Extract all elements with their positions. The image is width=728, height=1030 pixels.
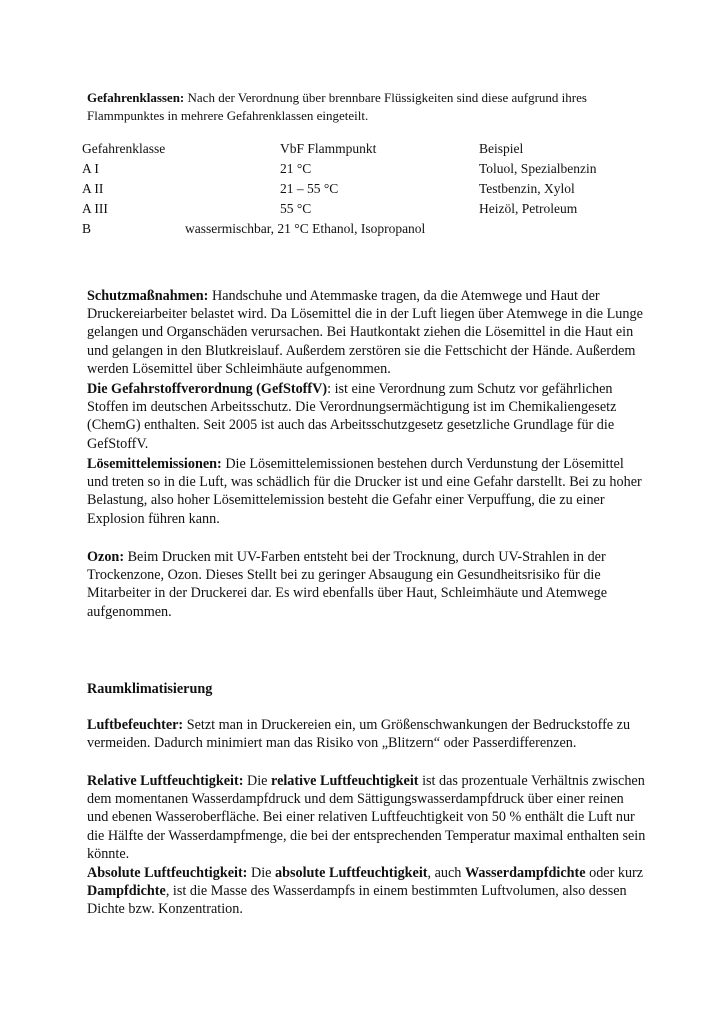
absolute-bold-term: Wasserdampfdichte (464, 865, 586, 881)
table-header-cell: Gefahrenklasse (82, 141, 166, 156)
absolute-text-part: , ist die Masse des Wasserdampfs in einem bestimmten Luftvolumen, also dessen Dichte bzw. Konzentration. (87, 883, 627, 918)
schutzmassnahmen-label: Schutzmaßnahmen: (87, 288, 209, 304)
raumklimatisierung-heading (87, 680, 647, 698)
table-cell: A III (82, 201, 108, 216)
table-cell: Toluol, Spezialbenzin (479, 161, 597, 176)
luftbefeuchter-text: Setzt man in Druckereien ein, um Größenschwankungen der Bedruckstoffe zu vermeiden. Dadurch minimiert man das Risiko von „Blitzern“ oder Passerdifferenzen. (87, 717, 631, 752)
relative-luftfeuchtigkeit-label: Relative Luftfeuchtigkeit: (87, 773, 244, 789)
table-cell: A I (82, 161, 99, 176)
absolute-text-part: , auch (427, 865, 465, 881)
table-cell: wassermischbar, 21 °C Ethanol, Isopropanol (185, 221, 426, 236)
gefstoffv-text: : ist eine Verordnung zum Schutz vor gefährlichen Stoffen im deutschen Arbeitsschutz. Die Verordnungsermächtigung ist im Chemikaliengesetz (ChemG) enthalten. Seit 2005 ist auch das Arbeitsschutzgesetz gesetzliche Grundlage für die GefStoffV. (87, 381, 617, 452)
absolute-luftfeuchtigkeit-label: Absolute Luftfeuchtigkeit: (87, 865, 248, 881)
table-row (82, 219, 662, 239)
absolute-text-part: oder kurz (585, 865, 644, 881)
schutzmassnahmen-text: Handschuhe und Atemmaske tragen, da die Atemwege und Haut der Druckereiarbeiter belastet wird. Da Lösemittel die in der Luft liegen über Atemwege in die Lunge gelangen und Organschäden verursachen. Bei Hautkontakt ziehen die Lösemittel in die Haut ein und gelangen in den Blutkreislauf. Außerdem zerstören sie die Fettschicht der Hände. Außerdem werden Lösemittel über Schleimhäute aufgenommen. (87, 288, 643, 377)
gefahrenklassen-text: Nach der Verordnung über brennbare Flüssigkeiten sind diese aufgrund ihres Flammpunktes in mehrere Gefahrenklassen eingeteilt. (87, 90, 587, 123)
table-row (82, 159, 662, 179)
table-row (82, 179, 662, 199)
ozon-label: Ozon: (87, 549, 125, 565)
luftbefeuchter-label: Luftbefeuchter: (87, 717, 184, 733)
gefahrenklassen-label: Gefahrenklassen: (87, 90, 185, 105)
relative-text-part: Die (243, 773, 272, 789)
raumklimatisierung-heading-text: Raumklimatisierung (87, 681, 213, 697)
luftbefeuchter-paragraph (87, 716, 647, 752)
table-cell: 21 – 55 °C (280, 181, 339, 196)
gefahrenklassen-paragraph (87, 89, 647, 125)
relative-text-part: ist das prozentuale Verhältnis zwischen dem momentanen Wasserdampfdruck und dem Sättigungswasserdampfdruck über einer reinen und ebenen Wasseroberfläche. Bei einer relativen Luftfeuchtigkeit von 50 % enthält die Luft nur die Hälfte der Wasserdampfmenge, die bei der entsprechenden Temperatur maximal enthalten sein könnte. (87, 773, 646, 862)
table-cell: A II (82, 181, 104, 196)
table-header-cell: VbF Flammpunkt (280, 141, 377, 156)
gefstoffv-paragraph (87, 380, 647, 453)
table-cell: Testbenzin, Xylol (479, 181, 575, 196)
table-cell: B (82, 221, 92, 236)
loesemittelemissionen-label: Lösemittelemissionen: (87, 456, 222, 472)
loesemittelemissionen-paragraph (87, 455, 647, 528)
absolute-text-part: Die (247, 865, 275, 881)
absolute-bold-term: Dampfdichte (87, 883, 166, 900)
schutzmassnahmen-paragraph (87, 287, 647, 378)
table-header-cell: Beispiel (479, 141, 524, 156)
ozon-paragraph (87, 548, 647, 621)
absolute-luftfeuchtigkeit-paragraph (87, 864, 647, 919)
table-cell: 21 °C (280, 161, 312, 176)
relative-luftfeuchtigkeit-paragraph (87, 772, 647, 863)
ozon-text: Beim Drucken mit UV-Farben entsteht bei der Trocknung, durch UV-Strahlen in der Trockenzone, Ozon. Dieses Stellt bei zu geringer Absaugung ein Gesundheitsrisiko für die Mitarbeiter in der Druckerei dar. Es wird ebenfalls über Haut, Schleimhäute und Atemwege aufgenommen. (87, 549, 608, 620)
table-cell: Heizöl, Petroleum (479, 201, 578, 216)
gefstoffv-label: Die Gefahrstoffverordnung (GefStoffV) (87, 381, 328, 397)
table-row (82, 199, 662, 219)
loesemittelemissionen-text: Die Lösemittelemissionen bestehen durch Verdunstung der Lösemittel und treten so in die Luft, was schädlich für die Drucker ist und eine Gefahr darstellt. Bei zu hoher Belastung, also hoher Lösemittelemission besteht die Gefahr einer Verpuffung, die zu einer Explosion führen kann. (87, 456, 642, 527)
absolute-bold-term: absolute Luftfeuchtigkeit (275, 865, 428, 881)
relative-bold-term: relative Luftfeuchtigkeit (271, 773, 419, 789)
table-header-row (82, 139, 662, 159)
gefahrenklassen-table (82, 139, 662, 239)
table-cell: 55 °C (280, 201, 312, 216)
